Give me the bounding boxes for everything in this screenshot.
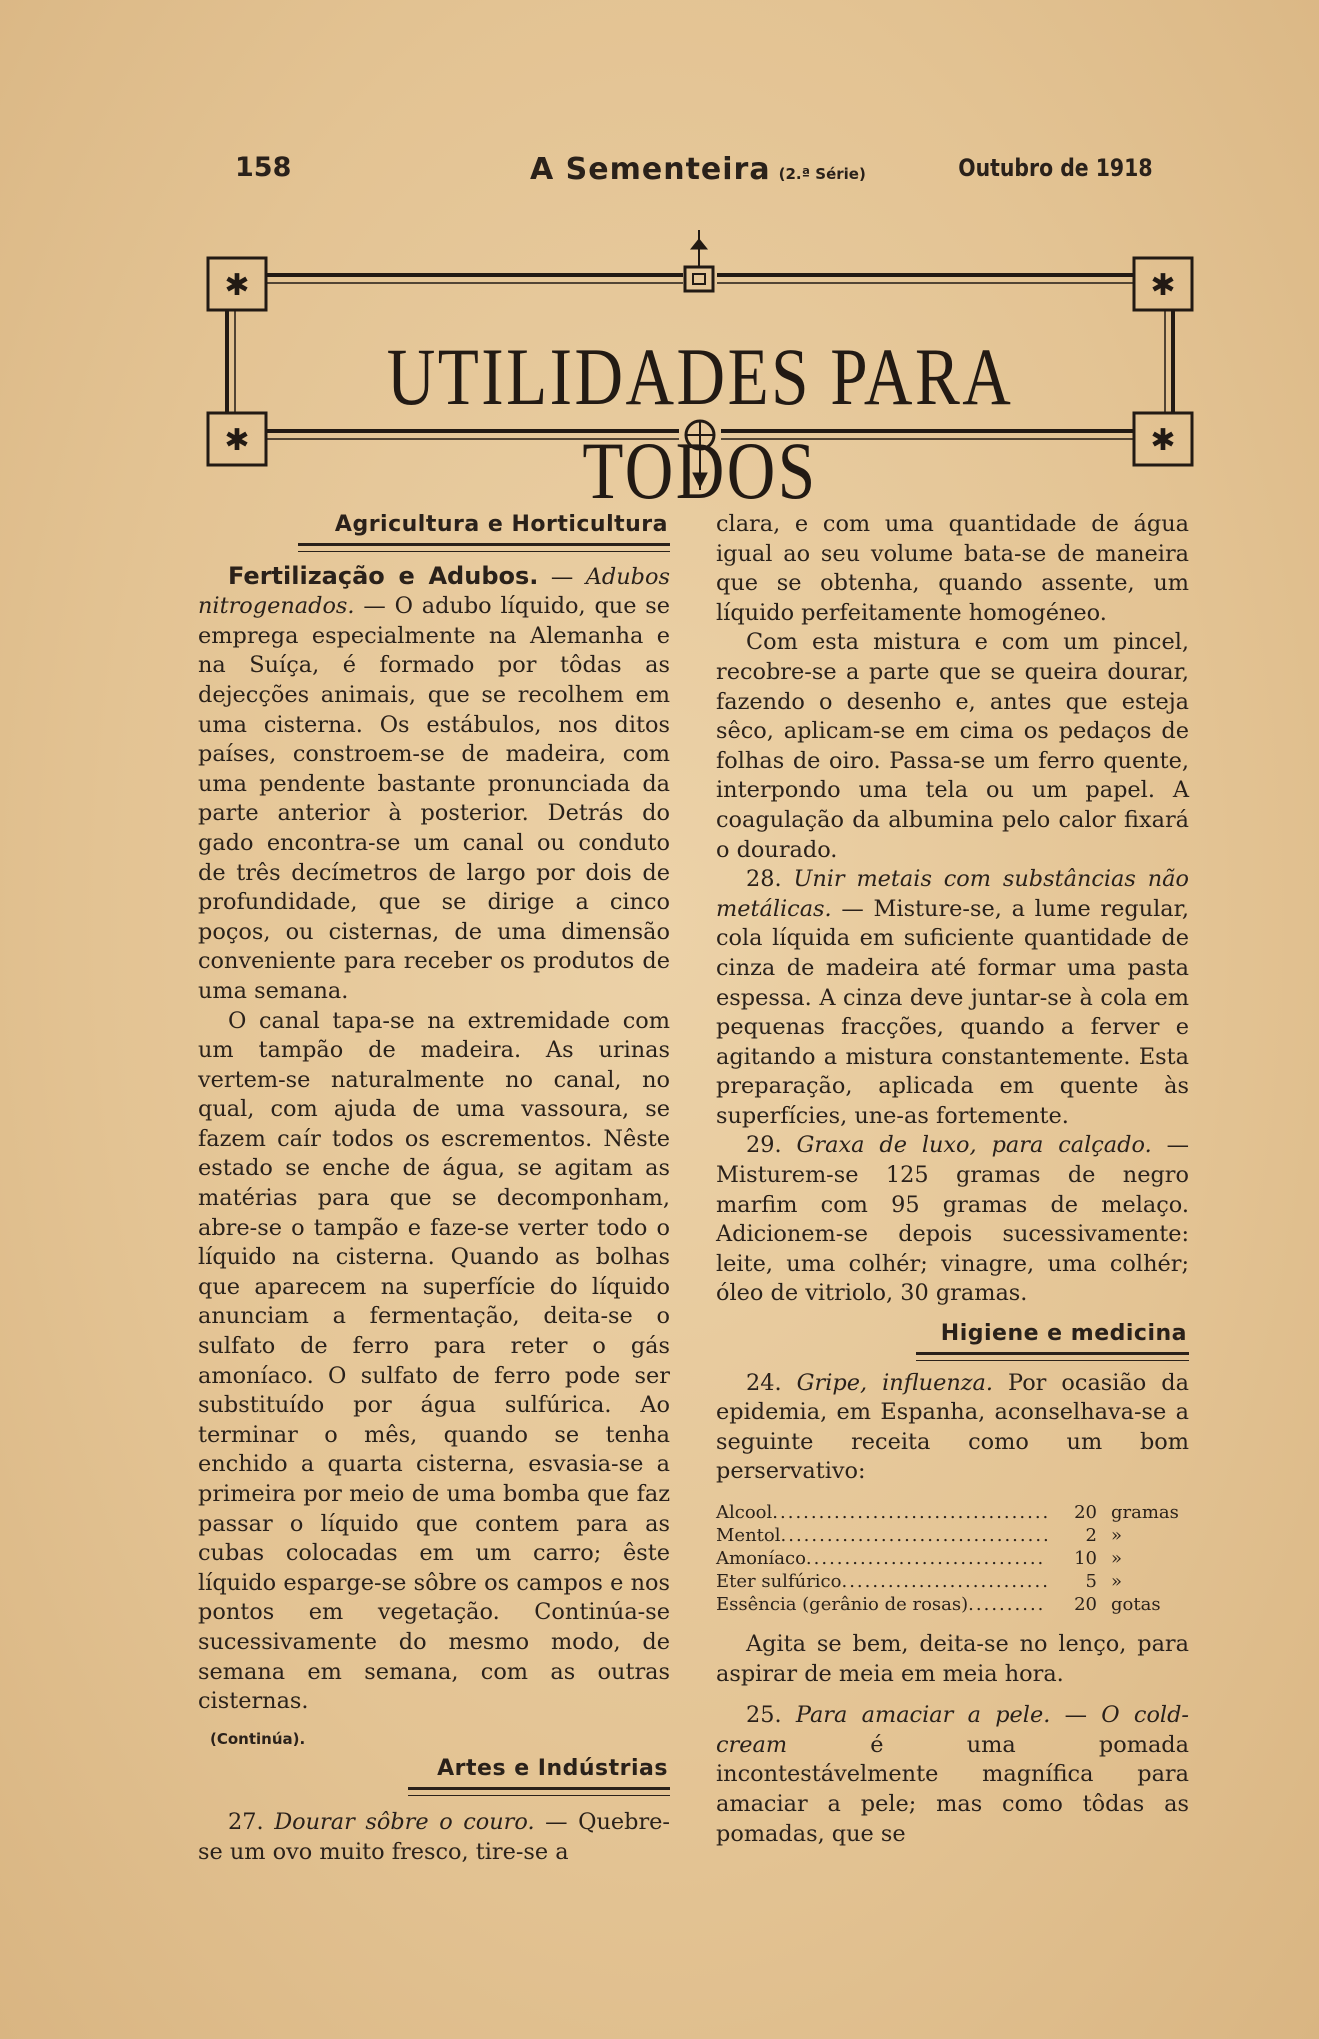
recipe-row: Mentol ..... 2 »	[716, 1524, 1189, 1547]
paragraph: clara, e com uma quantidade de água igual ao seu volume bata-se de maneira que se obtenha, quando assente, um líquido perfeitamente homogéneo.	[716, 511, 1189, 626]
recipe-row: Amoníaco ..... 10 »	[716, 1547, 1189, 1570]
svg-text:✱: ✱	[224, 423, 250, 458]
item-28: 28. Unir metais com substâncias não metálicas. — Misture-se, a lume regular, cola líquida em suficiente quantidade de cinza de madeira até formar uma pasta espessa. A cinza deve juntar-se à cola em pequenas fracções, quando a ferver e agitando a mistura constantemente. Esta preparação, aplicada em quente às superfícies, une-as fortemente.	[716, 866, 1189, 1129]
series-label: (2.ª Série)	[778, 165, 866, 183]
item-24: 24. Gripe, influenza. Por ocasião da epidemia, em Espanha, aconselhava-se a seguinte receita como um bom perservativo:	[716, 1369, 1189, 1485]
section-rule	[408, 1787, 670, 1796]
page-number: 158	[235, 152, 292, 183]
paragraph: Agita se bem, deita-se no lenço, para aspirar de meia em meia hora.	[716, 1631, 1189, 1687]
recipe-row: Alcool ..... 20 gramas	[716, 1501, 1189, 1524]
svg-text:✱: ✱	[224, 268, 250, 303]
section-heading-arts: Artes e Indústrias	[437, 1756, 668, 1782]
section-rule	[916, 1352, 1189, 1361]
recipe-row: Essência (gerânio de rosas) ..... 20 gotas	[716, 1593, 1189, 1616]
paragraph: Com esta mistura e com um pincel, recobre-se a parte que se queira dourar, fazendo o desenho e, antes que esteja sêco, aplicam-se em cima os pedaços de folhas de oiro. Passa-se um ferro quente, interpondo uma tela ou um papel. A coagulação da albumina pelo calor fixará o dourado.	[716, 629, 1189, 863]
paragraph: O canal tapa-se na extremidade com um tampão de madeira. As urinas vertem-se naturalmente no canal, no qual, com ajuda de uma vassoura, se fazem caír todos os escrementos. Nêste estado se enche de água, se agitam as matérias para que se decomponham, abre-se o tampão e faze-se verter todo o líquido na cisterna. Quando as bolhas que aparecem na superfície do líquido anunciam a fermentação, deita-se o sulfato de ferro para reter o gás amoníaco. O sulfato de ferro pode ser substituído por água sulfúrica. Ao terminar o mês, quando se tenha enchido a quarta cisterna, esvasia-se a primeira por meio de uma bomba que faz passar o líquido que contem para as cubas colocadas em um carro; êste líquido esparge-se sôbre os campos e nos pontos em vegetação. Continúa-se sucessivamente do mesmo modo, de semana em semana, com as outras cisternas.	[198, 1007, 670, 1715]
ornamental-title-frame	[205, 225, 1195, 516]
magazine-title: A Sementeira (2.ª Série)	[530, 152, 866, 187]
svg-text:✱: ✱	[1150, 423, 1176, 458]
item-29: 29. Graxa de luxo, para calçado. — Misturem-se 125 gramas de negro marfim com 95 gramas de melaço. Adicionem-se depois sucessivamente: leite, uma colhér; vinagre, uma colhér; óleo de vitriolo, 30 gramas.	[716, 1132, 1189, 1307]
section-heading-hygiene: Higiene e medicina	[940, 1321, 1187, 1347]
section-rule	[298, 543, 670, 552]
right-column	[716, 510, 1189, 1849]
section-heading-agriculture: Agricultura e Horticultura	[334, 512, 668, 537]
left-column	[198, 510, 670, 1867]
page-title: UTILIDADES PARA TODOS	[386, 331, 1014, 516]
issue-date: Outubro de 1918	[958, 154, 1153, 182]
recipe-row: Eter sulfúrico ..... 5 »	[716, 1570, 1189, 1593]
item-25: 25. Para amaciar a pele. — O cold-cream é uma pomada incontestávelmente magnífica para amaciar a pele; mas como tôdas as pomadas, que se	[716, 1702, 1189, 1847]
item-27: 27. Dourar sôbre o couro. — Quebre-se um ovo muito fresco, tire-se a	[198, 1808, 671, 1865]
article-fertilization: Fertilização e Adubos. — Adubos nitrogenados. — O adubo líquido, que se emprega especialmente na Alemanha e na Suíça, é formado por tôdas as dejecções animais, que se recolhem em uma cisterna. Os estábulos, nos ditos países, constroem-se de madeira, com uma pendente bastante pronunciada da parte anterior à posterior. Detrás do gado encontra-se um canal ou conduto de três decímetros de largo por dois de profundidade, que se dirige a cinco poços, ou cisternas, de uma dimensão conveniente para receber os produtos de uma semana.	[198, 561, 670, 1004]
continua-note: (Continúa).	[210, 1729, 306, 1748]
recipe-table	[716, 1501, 1189, 1616]
svg-text:✱: ✱	[1150, 268, 1176, 303]
page-header	[235, 152, 1153, 192]
